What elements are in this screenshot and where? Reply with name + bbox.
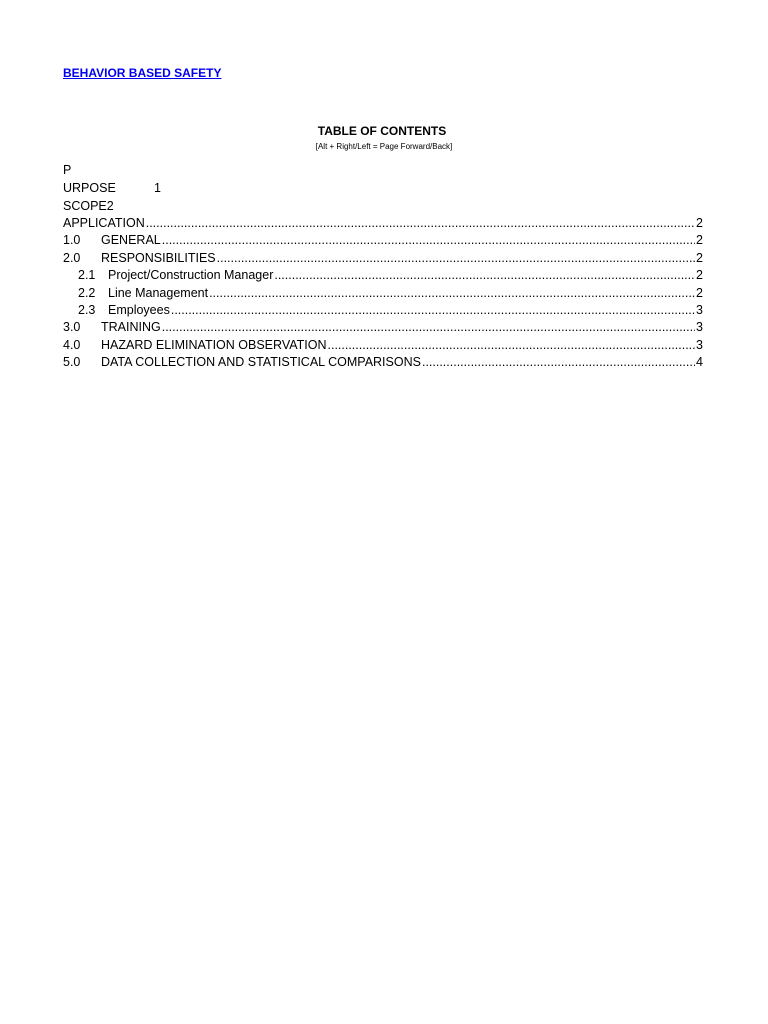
toc-entry-page: 3 bbox=[696, 320, 703, 335]
toc-entry-line-management[interactable] bbox=[63, 285, 703, 302]
toc-list bbox=[63, 215, 703, 372]
toc-entry-number: 1.0 bbox=[63, 233, 81, 248]
toc-dot-leader bbox=[217, 250, 695, 267]
toc-entry-page: 2 bbox=[696, 233, 703, 248]
toc-entry-text: Project/Construction Manager bbox=[108, 268, 274, 283]
toc-dot-leader bbox=[171, 302, 695, 319]
toc-entry-number: 5.0 bbox=[63, 355, 81, 370]
toc-entry-text: DATA COLLECTION AND STATISTICAL COMPARISONS bbox=[101, 355, 421, 370]
toc-entry-number: 2.0 bbox=[63, 250, 81, 265]
toc-entry-page: 3 bbox=[696, 302, 703, 317]
toc-entry-page: 2 bbox=[696, 250, 703, 265]
toc-entry-number: 2.2 bbox=[78, 285, 96, 300]
toc-dot-leader bbox=[162, 232, 695, 249]
toc-broken-line-scope[interactable]: SCOPE2 bbox=[63, 199, 114, 213]
toc-dot-leader bbox=[209, 285, 695, 302]
toc-entry-hazard-elimination-observation[interactable] bbox=[63, 337, 703, 354]
toc-dot-leader bbox=[146, 215, 695, 232]
toc-purpose-text: URPOSE bbox=[63, 181, 116, 195]
toc-dot-leader bbox=[274, 267, 695, 284]
toc-entry-employees[interactable] bbox=[63, 302, 703, 319]
toc-entry-text: TRAINING bbox=[101, 320, 161, 335]
toc-entry-data-collection[interactable] bbox=[63, 354, 703, 371]
toc-entry-text: Line Management bbox=[108, 285, 209, 300]
toc-entry-text: APPLICATION bbox=[63, 216, 145, 230]
toc-broken-line-purpose[interactable] bbox=[63, 181, 161, 195]
toc-entry-general[interactable] bbox=[63, 232, 703, 249]
toc-entry-number: 2.1 bbox=[78, 268, 96, 283]
toc-entry-number: 2.3 bbox=[78, 302, 96, 317]
toc-entry-page: 2 bbox=[696, 285, 703, 300]
toc-entry-text: HAZARD ELIMINATION OBSERVATION bbox=[101, 337, 327, 352]
toc-entry-responsibilities[interactable] bbox=[63, 250, 703, 267]
toc-dot-leader bbox=[328, 337, 696, 354]
toc-dot-leader bbox=[422, 354, 695, 371]
toc-entry-page: 4 bbox=[696, 355, 703, 370]
toc-navigation-hint: [Alt + Right/Left = Page Forward/Back] bbox=[315, 142, 453, 151]
toc-entry-page: 2 bbox=[696, 216, 703, 230]
toc-entry-text: Employees bbox=[108, 302, 170, 317]
toc-entry-number: 4.0 bbox=[63, 337, 81, 352]
toc-purpose-page: 1 bbox=[154, 181, 161, 195]
toc-entry-text: GENERAL bbox=[101, 233, 161, 248]
toc-entry-number: 3.0 bbox=[63, 320, 81, 335]
toc-broken-line-p: P bbox=[63, 163, 72, 177]
document-title-link[interactable]: BEHAVIOR BASED SAFETY bbox=[63, 66, 222, 80]
toc-entry-page: 2 bbox=[696, 268, 703, 283]
toc-entry-project-construction-manager[interactable] bbox=[63, 267, 703, 284]
toc-entry-page: 3 bbox=[696, 337, 703, 352]
toc-entry-application[interactable] bbox=[63, 215, 703, 232]
toc-title: TABLE OF CONTENTS bbox=[317, 124, 447, 138]
toc-entry-training[interactable] bbox=[63, 319, 703, 336]
toc-dot-leader bbox=[162, 319, 695, 336]
toc-entry-text: RESPONSIBILITIES bbox=[101, 250, 216, 265]
